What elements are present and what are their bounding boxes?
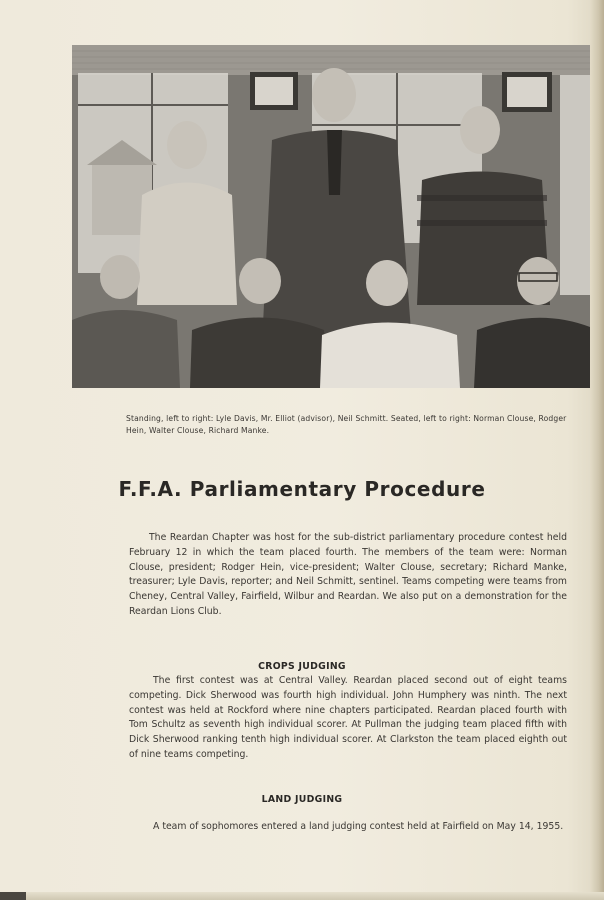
land-judging-paragraph: A team of sophomores entered a land judging contest held at Fairfield on May 14, 1955.: [153, 821, 564, 832]
crops-judging-paragraph: The first contest was at Central Valley. Reardan placed second out of eight teams competing. Dick Sherwood was fourth high individual. John Humphery was ninth. The next contest was held at Rockford where nine chapters participated. Reardan placed fourth with Tom Schultz as seventh high individual scorer. At Pullman the judging team placed fifth with Dick Sherwood ranking tenth high individual scorer. At Clarkston the team placed eighth out of nine teams competing.: [129, 675, 567, 760]
page-edge-right: [590, 0, 604, 900]
crops-judging-heading: CROPS JUDGING: [258, 661, 346, 672]
land-judging-heading: LAND JUDGING: [261, 794, 343, 805]
team-photo: [72, 45, 590, 388]
corner-mark: [0, 892, 26, 900]
team-photo-illustration: [72, 45, 590, 388]
photo-caption: Standing, left to right: Lyle Davis, Mr. Elliot (advisor), Neil Schmitt. Seated, left to right: Norman Clouse, Rodger Hein, Walter Clouse, Richard Manke.: [126, 413, 567, 435]
intro-paragraph: The Reardan Chapter was host for the sub-district parliamentary procedure contest held February 12 in which the team placed fourth. The members of the team were: Norman Clouse, president; Rodger Hein, vice-president; Walter Clouse, secretary; Richard Manke, treasurer; Lyle Davis, reporter; and Neil Schmitt, sentinel. Teams competing were teams from Cheney, Central Valley, Fairfield, Wilbur and Reardan. We also put on a demonstration for the Reardan Lions Club.: [129, 532, 567, 617]
page-edge-bottom: [0, 892, 604, 900]
page-title: F.F.A. Parliamentary Procedure: [118, 477, 486, 501]
